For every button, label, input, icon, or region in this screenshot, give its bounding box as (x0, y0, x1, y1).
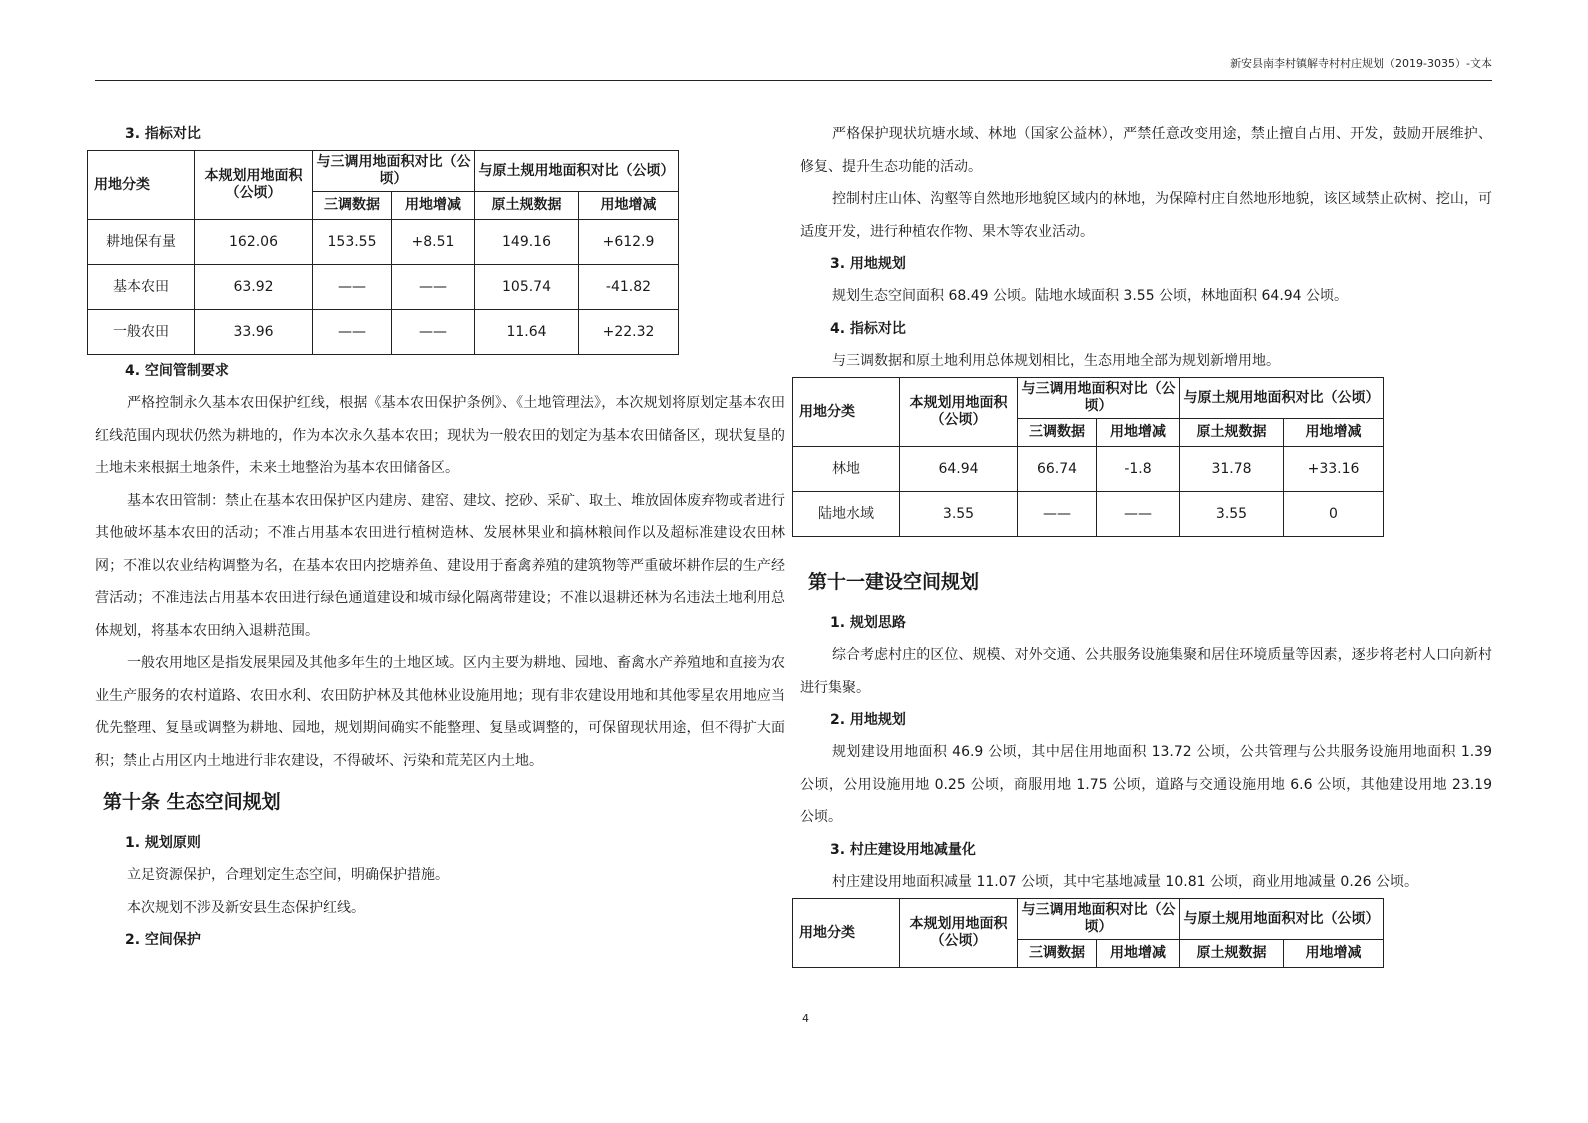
th-category: 用地分类 (88, 151, 195, 220)
section-heading: 3. 用地规划 (830, 256, 906, 272)
page-number: 4 (802, 1012, 809, 1025)
table-cell: —— (313, 310, 392, 355)
th-category: 用地分类 (793, 378, 900, 447)
table-cell: 31.78 (1180, 447, 1284, 492)
th-plan-area: 本规划用地面积（公顷） (195, 151, 313, 220)
th-original-data: 原土规数据 (1180, 419, 1284, 447)
table-row (88, 265, 679, 310)
table-cell: -1.8 (1097, 447, 1180, 492)
table-cell: +33.16 (1284, 447, 1384, 492)
th-change: 用地增减 (1284, 940, 1384, 968)
table-cell: 3.55 (900, 492, 1018, 537)
section-heading: 4. 指标对比 (830, 320, 906, 337)
section-heading: 2. 空间保护 (125, 932, 201, 948)
paragraph: 基本农田管制：禁止在基本农田保护区内建房、建窑、建坟、挖砂、采矿、取土、堆放固体废弃物或者进行其他破坏基本农田的活动；不准占用基本农田进行植树造林、发展林果业和搞林粮间作以及超标准建设农田林网；不准以农业结构调整为名，在基本农田内挖塘养鱼、建设用于畜禽养殖的建筑物等严重破坏耕作层的生产经营活动；不准违法占用基本农田进行绿色通道建设和城市绿化隔离带建设；不准以退耕还林为名违法土地利用总体规划，将基本农田纳入退耕范围。 (95, 492, 785, 639)
section-heading: 4. 空间管制要求 (125, 363, 229, 379)
th-sandiao-data: 三调数据 (313, 192, 392, 220)
th-change: 用地增减 (392, 192, 475, 220)
table-cell: 33.96 (195, 310, 313, 355)
section-heading: 1. 规划思路 (830, 615, 906, 631)
section-heading: 1. 规划原则 (125, 835, 201, 851)
paragraph: 规划建设用地面积 46.9 公顷，其中居住用地面积 13.72 公顷，公共管理与公共服务设施用地面积 1.39 公顷，公用设施用地 0.25 公顷，商服用地 1.75 公顷，道路与交通设施用地 6.6 公顷，其他建设用地 23.19 公顷。 (800, 744, 1492, 825)
table-cell: 64.94 (900, 447, 1018, 492)
th-original-data: 原土规数据 (475, 192, 579, 220)
paragraph: 本次规划不涉及新安县生态保护红线。 (127, 899, 365, 916)
paragraph: 严格控制永久基本农田保护红线，根据《基本农田保护条例》、《土地管理法》，本次规划将原划定基本农田红线范围内现状仍然为耕地的，作为本次永久基本农田；现状为一般农田的划定为基本农田储备区，现状复垦的土地未来根据土地条件，未来土地整治为基本农田储备区。 (95, 395, 785, 476)
paragraph: 立足资源保护，合理划定生态空间，明确保护措施。 (127, 867, 449, 883)
table-cell: +22.32 (579, 310, 679, 355)
paragraph: 综合考虑村庄的区位、规模、对外交通、公共服务设施集聚和居住环境质量等因素，逐步将老村人口向新村进行集聚。 (800, 647, 1492, 696)
table-cell: —— (313, 265, 392, 310)
table-cell: —— (1018, 492, 1097, 537)
article-heading: 第十一建设空间规划 (808, 571, 980, 593)
paragraph: 村庄建设用地面积减量 11.07 公顷，其中宅基地减量 10.81 公顷，商业用地减量 0.26 公顷。 (832, 873, 1419, 890)
th-plan-area: 本规划用地面积（公顷） (900, 378, 1018, 447)
paragraph: 一般农用地区是指发展果园及其他多年生的土地区域。区内主要为耕地、园地、畜禽水产养殖地和直接为农业生产服务的农村道路、农田水利、农田防护林及其他林业设施用地；现有非农建设用地和其他零星农用地应当优先整理、复垦或调整为耕地、园地，规划期间确实不能整理、复垦或调整的，可保留现状用途，但不得扩大面积；禁止占用区内土地进行非农建设，不得破坏、污染和荒芜区内土地。 (95, 655, 785, 769)
table-cell: —— (392, 265, 475, 310)
right-column (800, 118, 1492, 968)
th-original-data: 原土规数据 (1180, 940, 1284, 968)
th-vs-original: 与原土规用地面积对比（公顷） (475, 151, 679, 192)
table-cell: 162.06 (195, 220, 313, 265)
th-change: 用地增减 (1097, 419, 1180, 447)
paragraph: 控制村庄山体、沟壑等自然地形地貌区域内的林地，为保障村庄自然地形地貌，该区域禁止砍树、挖山，可适度开发，进行种植农作物、果木等农业活动。 (800, 191, 1492, 240)
header-rule (95, 80, 1492, 81)
paragraph: 与三调数据和原土地利用总体规划相比，生态用地全部为规划新增用地。 (832, 352, 1280, 369)
th-category: 用地分类 (793, 899, 900, 968)
farmland-index-table (87, 150, 679, 355)
table-cell: +8.51 (392, 220, 475, 265)
th-sandiao-data: 三调数据 (1018, 940, 1097, 968)
construction-index-table (792, 898, 1384, 968)
table-row (88, 220, 679, 265)
th-change: 用地增减 (579, 192, 679, 220)
th-vs-original: 与原土规用地面积对比（公顷） (1180, 378, 1384, 419)
table-cell: 林地 (793, 447, 900, 492)
table-cell: 0 (1284, 492, 1384, 537)
th-vs-original: 与原土规用地面积对比（公顷） (1180, 899, 1384, 940)
paragraph: 严格保护现状坑塘水域、林地（国家公益林），严禁任意改变用途，禁止擅自占用、开发，鼓励开展维护、修复、提升生态功能的活动。 (800, 126, 1492, 175)
paragraph: 规划生态空间面积 68.49 公顷。陆地水域面积 3.55 公顷，林地面积 64.94 公顷。 (832, 288, 1349, 304)
table-cell: 陆地水域 (793, 492, 900, 537)
running-header: 新安县南李村镇解寺村村庄规划（2019-3035）-文本 (1230, 57, 1492, 70)
th-sandiao-data: 三调数据 (1018, 419, 1097, 447)
th-vs-sandiao: 与三调用地面积对比（公顷） (1018, 899, 1180, 940)
table-cell: 63.92 (195, 265, 313, 310)
table-cell: 66.74 (1018, 447, 1097, 492)
table-cell: 149.16 (475, 220, 579, 265)
table-cell: -41.82 (579, 265, 679, 310)
table-cell: 3.55 (1180, 492, 1284, 537)
th-change: 用地增减 (1097, 940, 1180, 968)
section-heading: 2. 用地规划 (830, 712, 906, 728)
left-column (95, 118, 785, 956)
article-heading: 第十条 生态空间规划 (103, 791, 281, 813)
th-plan-area: 本规划用地面积（公顷） (900, 899, 1018, 968)
table-row (88, 310, 679, 355)
table-cell: —— (392, 310, 475, 355)
table-cell: 一般农田 (88, 310, 195, 355)
table-cell: 11.64 (475, 310, 579, 355)
table-cell: 基本农田 (88, 265, 195, 310)
th-vs-sandiao: 与三调用地面积对比（公顷） (1018, 378, 1180, 419)
table-row (793, 447, 1384, 492)
table-cell: —— (1097, 492, 1180, 537)
section-heading: 3. 指标对比 (125, 126, 201, 142)
ecological-index-table (792, 377, 1384, 537)
th-change: 用地增减 (1284, 419, 1384, 447)
table-row (793, 492, 1384, 537)
table-cell: +612.9 (579, 220, 679, 265)
section-heading: 3. 村庄建设用地减量化 (830, 841, 976, 858)
table-cell: 153.55 (313, 220, 392, 265)
th-vs-sandiao: 与三调用地面积对比（公顷） (313, 151, 475, 192)
table-cell: 耕地保有量 (88, 220, 195, 265)
table-cell: 105.74 (475, 265, 579, 310)
